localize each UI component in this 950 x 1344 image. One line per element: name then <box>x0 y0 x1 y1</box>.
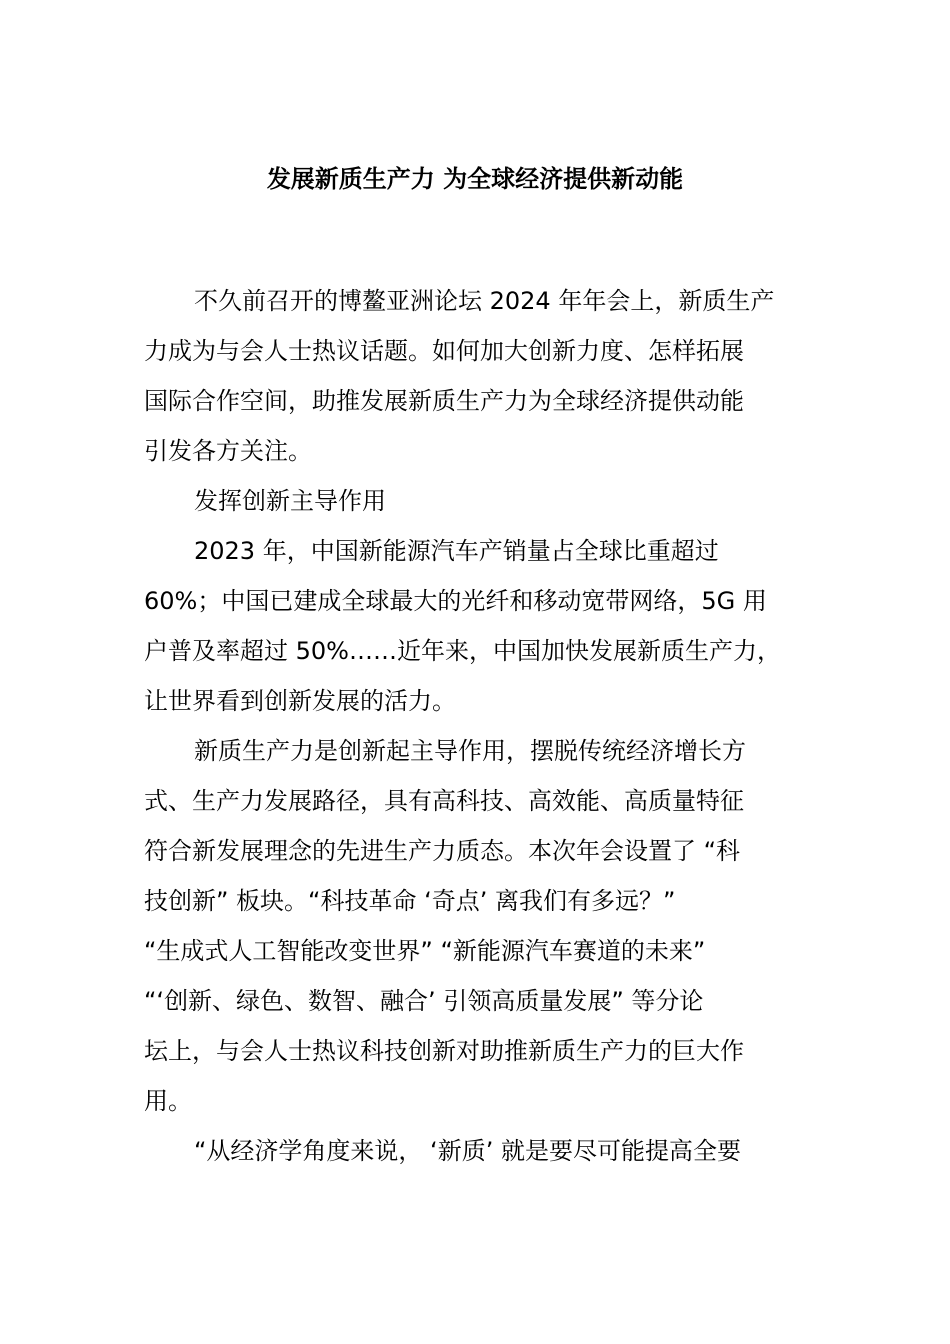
document-title: 发展新质生产力 为全球经济提供新动能 <box>266 165 684 193</box>
text-line: “从经济学角度来说， ‘新质’ 就是要尽可能提高全要 <box>194 1137 741 1165</box>
text-line: 坛上，与会人士热议科技创新对助推新质生产力的巨大作 <box>144 1037 744 1065</box>
text-line: 发挥创新主导作用 <box>194 487 386 515</box>
text-line: 新质生产力是创新起主导作用，摆脱传统经济增长方 <box>194 737 746 765</box>
text-line: 国际合作空间，助推发展新质生产力为全球经济提供动能 <box>144 387 744 415</box>
text-line: 用。 <box>144 1087 192 1115</box>
text-line: 引发各方关注。 <box>144 437 312 465</box>
text-line: 60%；中国已建成全球最大的光纤和移动宽带网络，5G 用 <box>144 587 767 615</box>
document-body <box>144 276 834 1176</box>
text-line: “‘创新、绿色、数智、融合’ 引领高质量发展” 等分论 <box>144 987 704 1015</box>
text-line: “生成式人工智能改变世界” “新能源汽车赛道的未来” <box>144 937 706 965</box>
text-line: 符合新发展理念的先进生产力质态。本次年会设置了 “科 <box>144 837 741 865</box>
text-line: 户普及率超过 50%……近年来，中国加快发展新质生产力， <box>144 637 781 665</box>
text-line: 式、生产力发展路径，具有高科技、高效能、高质量特征 <box>144 787 744 815</box>
text-line: 2023 年，中国新能源汽车产销量占全球比重超过 <box>194 537 719 565</box>
text-line: 不久前召开的博鳌亚洲论坛 2024 年年会上，新质生产 <box>194 287 775 315</box>
text-line: 让世界看到创新发展的活力。 <box>144 687 456 715</box>
text-line: 技创新” 板块。“科技革命 ‘奇点’ 离我们有多远？” <box>144 887 676 915</box>
text-line: 力成为与会人士热议话题。如何加大创新力度、怎样拓展 <box>144 337 744 365</box>
